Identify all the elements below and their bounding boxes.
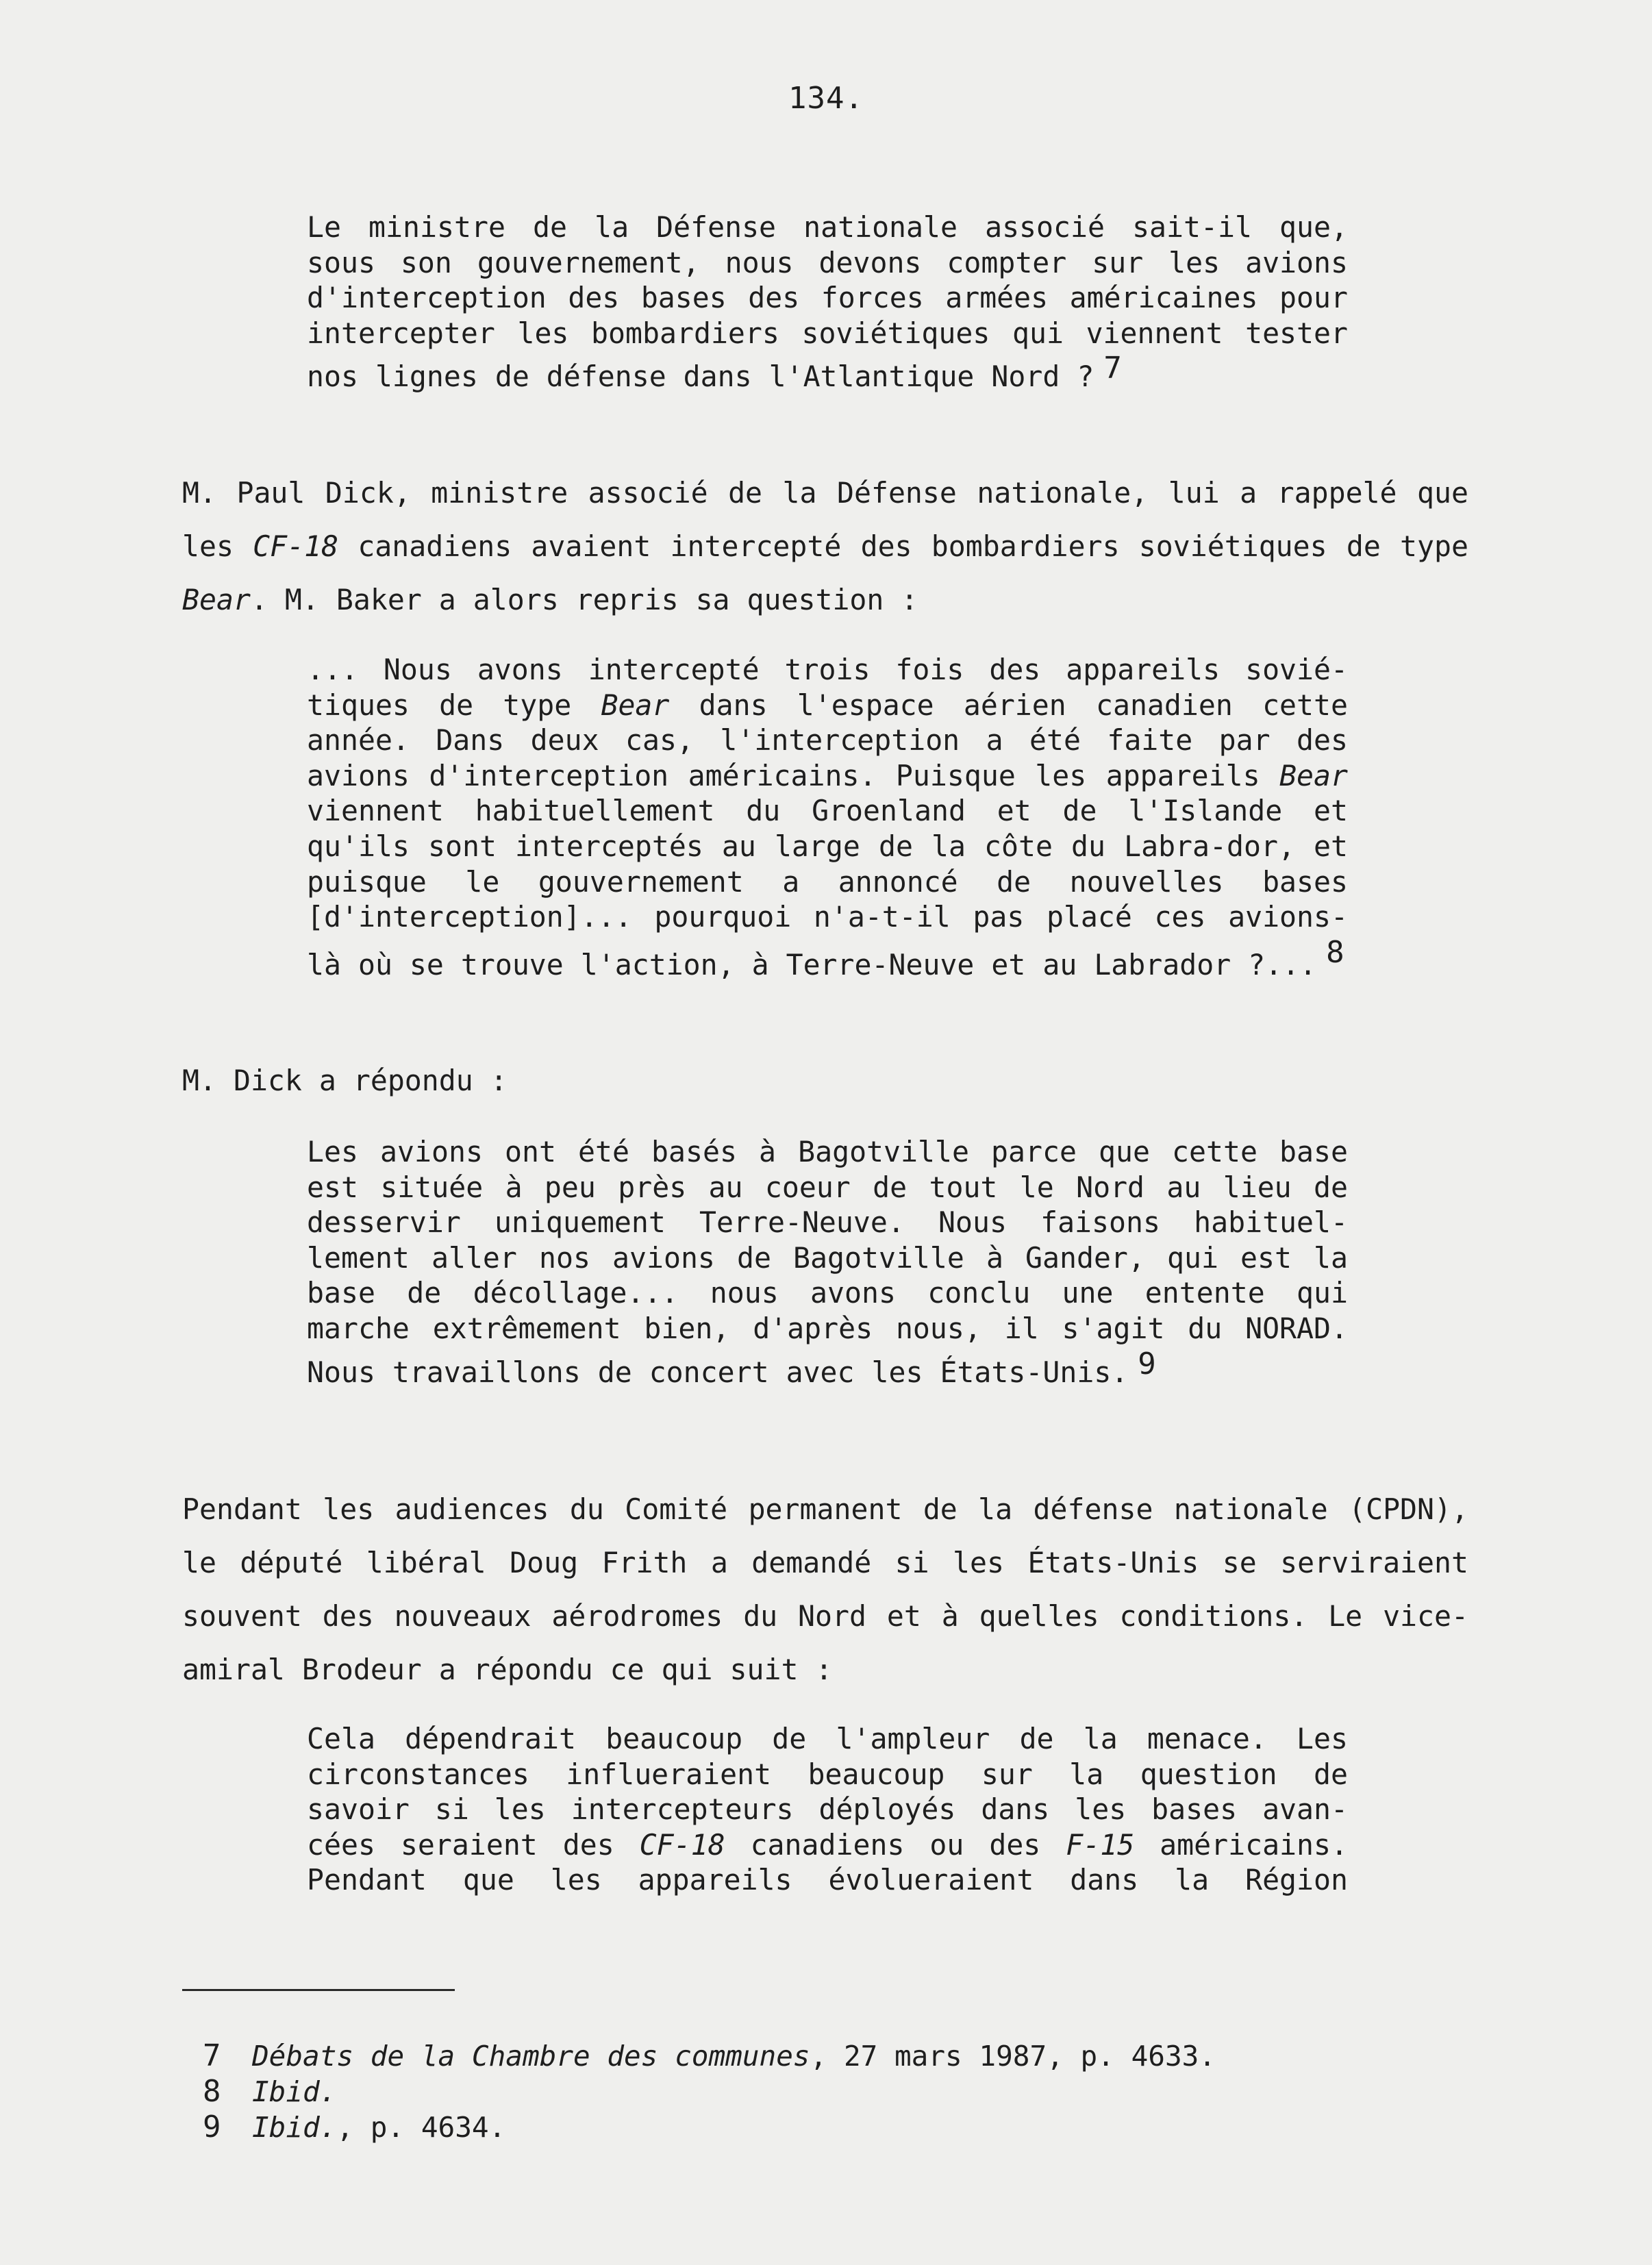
paragraph-text: Pendant les audiences du Comité permanent de la défense nationale (CPDN), le député libéral Doug Frith a demandé si les États-Unis se serviraient souvent des nouveaux aérodromes du Nord et à quelles conditions. Le vice-amiral Brodeur a répondu ce qui suit : — [182, 1492, 1468, 1686]
footnotes — [203, 2038, 1216, 2145]
paragraph-text: . M. Baker a alors repris sa question : — [250, 583, 918, 616]
footnote-item — [203, 2074, 1216, 2110]
quote-text: canadiens ou des — [725, 1827, 1066, 1862]
paragraph-text: M. Paul Dick, ministre associé de la Défense nationale, lui a rappelé que les — [182, 476, 1468, 563]
footnote-number: 7 — [203, 2038, 221, 2073]
footnote-reference: 7 — [1103, 351, 1122, 386]
footnote-source: Ibid. — [252, 2075, 337, 2108]
aircraft-name: Bear — [601, 688, 670, 722]
aircraft-name: F-15 — [1066, 1827, 1135, 1862]
quote-text: viennent habituellement du Groenland et de l'Islande et qu'ils sont interceptés au large de la côte du Labra-dor, et puisque le gouvernement a annoncé de nouvelles bases [d'interception]... pourquoi n'a-t-il pas placé ces avions-là où se trouve l'action, à Terre-Neuve et au Labrador ?... — [307, 794, 1348, 981]
body-paragraph-3 — [182, 1483, 1468, 1697]
quote-text: américains. Pendant que les appareils évolueraient dans la Région — [307, 1827, 1349, 1897]
quote-text: dans l'espace aérien canadien cette année. Dans deux cas, l'interception a été faite par des avions d'interception américains. Puisque les appareils — [307, 688, 1348, 792]
body-paragraph-1 — [182, 466, 1468, 627]
footnote-number: 8 — [203, 2074, 221, 2109]
block-quote-1 — [307, 210, 1348, 395]
aircraft-name: CF-18 — [253, 529, 339, 563]
paragraph-text: canadiens avaient intercepté des bombardiers soviétiques de type — [338, 529, 1468, 563]
page-number: 134. — [788, 81, 864, 116]
footnote-number: 9 — [203, 2110, 221, 2144]
footnote-divider — [182, 1989, 455, 1991]
footnote-source: Ibid. — [252, 2111, 337, 2144]
aircraft-name: CF-18 — [639, 1827, 725, 1862]
quote-text: Cela dépendrait beaucoup de l'ampleur de la menace. Les circonstances influeraient beaucoup sur la question de savoir si les intercepteurs déployés dans les bases avan-cées seraient des — [307, 1722, 1348, 1862]
quote-text: ... Nous avons intercepté trois fois des appareils sovié-tiques de type — [307, 653, 1348, 722]
footnote-detail: , p. 4634. — [336, 2111, 506, 2144]
quote-text: Les avions ont été basés à Bagotville parce que cette base est située à peu près au coeur de tout le Nord au lieu de desservir uniquement Terre-Neuve. Nous faisons habituel-lement aller nos avions de Bagotville à Gander, qui est la base de décollage... nous avons conclu une entente qui marche extrêmement bien, d'après nous, il s'agit du NORAD. Nous travaillons de concert avec les États-Unis. — [307, 1135, 1348, 1389]
block-quote-3 — [307, 1134, 1348, 1390]
block-quote-2 — [307, 652, 1348, 982]
footnote-item — [203, 2110, 1216, 2145]
footnote-detail: , 27 mars 1987, p. 4633. — [810, 2040, 1216, 2073]
aircraft-name: Bear — [182, 583, 251, 616]
footnote-item — [203, 2038, 1216, 2074]
aircraft-name: Bear — [1279, 758, 1348, 792]
quote-text: Le ministre de la Défense nationale associé sait-il que, sous son gouvernement, nous devons compter sur les avions d'interception des bases des forces armées américaines pour intercepter les bombardiers soviétiques qui viennent tester nos lignes de défense dans l'Atlantique Nord ? — [307, 210, 1348, 394]
footnote-reference: 9 — [1138, 1346, 1156, 1381]
footnote-source: Débats de la Chambre des communes — [252, 2040, 810, 2073]
block-quote-4 — [307, 1721, 1348, 1898]
body-paragraph-2: M. Dick a répondu : — [182, 1064, 508, 1097]
footnote-reference: 8 — [1326, 934, 1344, 970]
